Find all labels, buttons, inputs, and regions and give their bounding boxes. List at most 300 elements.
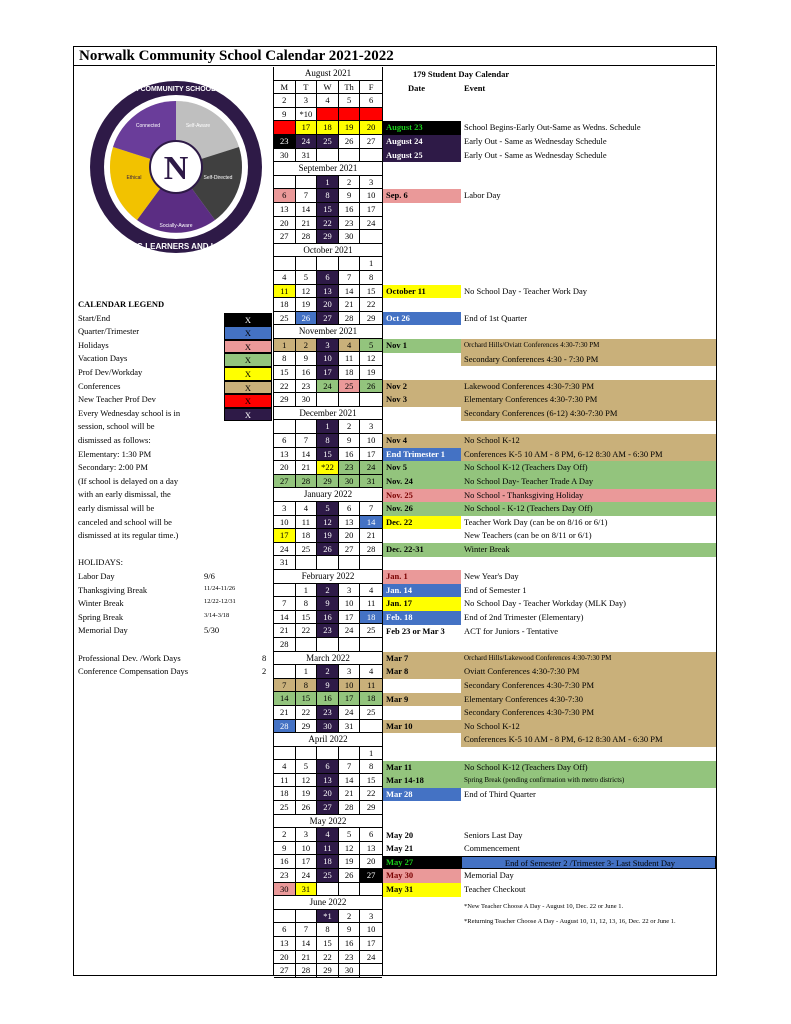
event-date [383,706,461,720]
event-row [383,135,716,149]
week-row [274,366,382,380]
holiday-date: 3/14-3/18 [204,611,230,619]
legend-note-line: Elementary: 1:30 PM [78,448,152,459]
event-text: Winter Break [461,543,716,557]
event-date: October 11 [383,285,461,299]
event-row [383,489,716,503]
day-cell [296,556,318,569]
week-row [274,312,382,326]
event-row [383,380,716,394]
week-row [274,352,382,366]
day-cell: 19 [339,121,361,134]
day-cell: 2 [274,94,296,107]
week-row [274,679,382,693]
event-text: Early Out - Same as Wednesday Schedule [464,136,607,146]
day-cell: 14 [296,937,318,950]
prof-day-count: 2 [262,666,267,677]
day-cell: 11 [296,516,318,529]
day-cell: 15 [317,448,339,461]
event-text: No School K-12 [461,434,716,448]
weekday-label: F [368,81,374,92]
event-text: Secondary Conferences 4:30-7:30 PM [461,679,716,693]
day-cell: 6 [274,434,296,447]
day-cell: 25 [366,625,376,636]
event-text: Conferences K-5 10 AM - 8 PM, 6-12 8:30 AM - 6:30 PM [461,448,716,462]
logo-label-socially-aware: Socially-Aware [159,223,193,229]
day-cell: 18 [317,121,339,134]
event-date: Nov 3 [383,393,461,407]
event-date: Jan. 17 [383,597,461,611]
day-cell: 26 [360,380,382,393]
week-row [274,149,382,163]
day-cell: 22 [317,951,339,964]
logo-ring-top: NORWALK COMMUNITY SCHOOL DISTRICT [102,86,250,93]
day-cell: 2 [274,828,296,841]
day-cell: 3 [296,828,318,841]
day-cell: 7 [339,271,361,284]
day-cell: 18 [274,298,296,311]
day-cell: 22 [366,299,376,310]
week-row [274,787,382,801]
logo-label-connected: Connected [135,123,161,129]
day-cell: 10 [366,190,376,201]
month-header: August 2021 [274,67,382,81]
day-cell [317,257,339,270]
day-cell: 17 [366,938,376,948]
day-cell: 8 [317,434,339,447]
event-row [383,189,716,203]
event-row [383,461,716,475]
day-cell: 15 [366,285,376,296]
event-date: Mar 14-18 [383,774,461,788]
event-date: Nov. 24 [383,475,461,489]
day-cell: 13 [366,842,376,853]
event-row [383,312,716,326]
day-cell: 14 [360,516,382,529]
day-cell: 19 [296,787,318,800]
day-cell: 1 [274,339,296,352]
day-cell: 16 [339,203,361,216]
legend-title: CALENDAR LEGEND [78,299,165,309]
day-cell [274,257,296,270]
event-text: Secondary Conferences 4:30-7:30 PM [461,706,716,720]
day-cell: 28 [339,801,361,814]
day-cell: 28 [274,720,296,733]
day-cell [274,747,296,760]
day-cell: 27 [274,230,296,243]
holiday-date: 12/22-12/31 [204,598,236,606]
week-row [274,108,382,122]
day-cell [274,584,296,597]
day-cell: 7 [296,434,318,447]
week-row [274,855,382,869]
month-calendars [274,67,382,978]
day-cell: 8 [369,761,374,772]
event-date: Nov 2 [383,380,461,394]
day-cell: 5 [339,94,361,107]
event-date: May 31 [383,883,461,897]
day-cell: 9 [296,352,318,365]
day-cell: 13 [339,516,361,529]
day-cell: 15 [274,366,296,379]
legend-label: New Teacher Prof Dev [78,394,156,405]
day-cell: 27 [274,475,296,488]
month-header: October 2021 [274,244,382,258]
event-text: Commencement [464,843,520,854]
legend-note-line: session, school will be [78,421,155,432]
event-text: No School - K-12 (Teachers Day Off) [461,502,716,516]
event-text: Spring Break (pending confirmation with metro districts) [461,774,716,788]
day-cell: 31 [339,720,361,733]
legend-label: Conferences [78,380,121,391]
day-cell: 22 [296,624,318,637]
day-cell: 6 [317,271,339,284]
week-row [274,217,382,231]
event-row [383,516,716,530]
day-cell: 21 [339,298,361,311]
event-row [383,502,716,516]
day-cell: 16 [296,366,318,379]
day-cell: 22 [296,706,318,719]
day-cell: 17 [274,529,296,542]
day-cell: 30 [339,475,361,488]
legend-note-line: (If school is delayed on a day [78,475,179,486]
day-cell [317,883,339,896]
week-row [274,448,382,462]
day-cell: 29 [296,720,318,733]
day-cell: 14 [296,203,318,216]
week-row [274,135,382,149]
event-date: Mar 8 [383,665,461,679]
day-cell: 17 [296,121,318,134]
day-cell [360,883,382,896]
event-text: No School K-12 [461,720,716,734]
day-cell: 4 [369,584,374,595]
day-cell: 18 [274,787,296,800]
day-cell: 26 [296,312,318,325]
day-cell: 15 [296,611,318,624]
day-cell: 12 [366,353,376,364]
day-cell: 24 [339,706,361,719]
holiday-date: 11/24-11/26 [204,584,236,592]
day-cell: 2 [339,176,361,189]
logo-ring-bottom: GROWING LEARNERS AND LEADERS [103,242,249,251]
day-cell: 21 [274,706,296,719]
day-cell [296,176,318,189]
day-cell: 16 [317,692,339,705]
day-cell: 16 [274,121,296,134]
event-row [383,733,716,747]
week-row [274,937,382,951]
day-cell: 14 [296,448,318,461]
day-cell: 23 [339,461,361,474]
event-date: Nov 5 [383,461,461,475]
day-cell: 13 [274,203,296,216]
day-cell: 27 [366,135,376,146]
day-cell: 17 [366,448,376,459]
day-cell: 19 [339,855,361,868]
day-cell: 15 [296,692,318,705]
day-cell: 30 [274,883,296,896]
month-header: September 2021 [274,162,382,176]
day-cell: 16 [339,937,361,950]
day-cell [360,638,382,651]
day-cell: 7 [274,597,296,610]
day-cell: 7 [296,923,318,936]
event-text: School Begins-Early Out-Same as Wedns. Schedule [464,122,641,133]
day-cell: 30 [296,393,318,406]
legend-swatch: X [224,326,272,340]
calendar-sheet [73,46,717,976]
day-cell: 4 [274,760,296,773]
day-cell [296,257,318,270]
event-row [383,774,716,788]
month-header: June 2022 [274,896,382,910]
week-row [274,774,382,788]
day-cell: 10 [339,679,361,692]
day-cell: 18 [339,366,361,379]
event-row [383,625,716,639]
day-cell: 15 [317,937,339,950]
event-row [383,788,716,802]
day-cell: 13 [317,774,339,787]
month-header: April 2022 [274,733,382,747]
event-date: Mar 7 [383,652,461,666]
event-column-heading: Event [464,83,486,93]
day-cell: 3 [317,339,339,352]
event-text: Lakewood Conferences 4:30-7:30 PM [461,380,716,394]
day-cell: 23 [296,380,318,393]
event-text: End of Semester 2 /Trimester 3- Last Student Day [461,856,716,870]
event-text: No School Day- Teacher Trade A Day [461,475,716,489]
event-row [383,570,716,584]
day-cell: 31 [296,149,318,162]
event-text: New Teachers (can be on 8/11 or 6/1) [464,530,592,541]
day-cell: 27 [317,312,339,325]
holiday-name: Winter Break [78,598,124,609]
day-cell: 16 [274,855,296,868]
day-cell: 22 [317,217,339,230]
event-row [383,434,716,448]
day-cell: 6 [274,189,296,202]
day-cell: 15 [366,774,376,785]
week-row [274,257,382,271]
weekday-row [274,81,382,95]
day-cell: 6 [369,829,374,840]
event-date: Oct 26 [383,312,461,326]
day-cell: 24 [296,135,318,148]
day-cell: 4 [317,94,339,107]
holiday-date: 9/6 [204,571,215,581]
day-cell: 10 [296,842,318,855]
day-cell: 11 [274,774,296,787]
day-cell: 25 [317,869,339,882]
day-cell: 28 [274,638,296,651]
event-text: End of 2nd Trimester (Elementary) [464,612,584,622]
week-row [274,951,382,965]
weekday-label: M [274,81,296,94]
event-date: Feb. 18 [383,611,461,625]
day-cell: 28 [366,543,376,554]
day-cell: 1 [369,747,374,758]
event-row [383,407,716,421]
week-row [274,665,382,679]
event-date: August 23 [383,121,461,135]
day-cell [317,556,339,569]
week-row [274,230,382,244]
week-row [274,420,382,434]
day-cell: 8 [296,679,318,692]
day-cell: 11 [339,352,361,365]
day-cell: 28 [296,964,318,977]
week-row [274,529,382,543]
day-cell: 29 [317,475,339,488]
event-text: Early Out - Same as Wednesday Schedule [464,149,607,160]
legend-note-line: with an early dismissal, the [78,489,171,500]
event-row [383,679,716,693]
event-date: Feb 23 or Mar 3 [386,625,445,636]
event-text: End of Third Quarter [464,788,536,799]
event-row [383,448,716,462]
week-row [274,298,382,312]
day-cell: 21 [296,461,318,474]
day-cell: 21 [296,951,318,964]
event-row [383,149,716,163]
day-cell: 20 [274,217,296,230]
day-cell: 13 [274,937,296,950]
day-cell: 3 [339,665,361,678]
day-cell: *22 [317,461,339,474]
legend-swatch: X [224,353,272,367]
day-cell: 24 [296,869,318,882]
day-cell: 13 [360,108,382,121]
day-cell: 2 [317,665,339,678]
day-cell: 3 [296,94,318,107]
week-row [274,869,382,883]
day-cell: *1 [317,910,339,923]
event-date: May 21 [386,843,414,854]
day-cell: 25 [274,312,296,325]
holiday-name: Thanksgiving Break [78,584,148,595]
legend-swatch: X [224,381,272,395]
day-cell: 8 [274,352,296,365]
event-text: Memorial Day [464,870,514,881]
event-text: Conferences K-5 10 AM - 8 PM, 6-12 8:30 AM - 6:30 PM [461,733,716,747]
day-cell: 24 [366,951,376,962]
day-cell: 1 [317,176,339,189]
event-row [383,543,716,557]
event-row [383,869,716,883]
event-text: No School K-12 (Teachers Day Off) [461,461,716,475]
week-row [274,176,382,190]
event-date: Mar 9 [383,693,461,707]
week-row [274,271,382,285]
day-cell: 25 [317,135,339,148]
event-text: Orchard Hills/Oviatt Conferences 4:30-7:30 PM [461,339,716,353]
legend-swatch: X [224,367,272,381]
event-row [383,597,716,611]
day-cell: 16 [317,611,339,624]
day-cell: 27 [317,801,339,814]
day-cell: 11 [317,108,339,121]
day-cell: 25 [339,380,361,393]
event-row [383,829,716,843]
day-cell: 14 [274,611,296,624]
event-date [383,353,461,367]
day-cell: 11 [274,285,296,298]
day-cell: 7 [296,189,318,202]
day-cell: 10 [317,352,339,365]
event-row [383,761,716,775]
event-text: Secondary Conferences 4:30 - 7:30 PM [461,353,716,367]
day-cell [296,910,318,923]
day-cell: 8 [317,189,339,202]
event-date: Nov. 25 [383,489,461,503]
holiday-name: Labor Day [78,571,115,581]
week-row [274,543,382,557]
event-date [383,407,461,421]
day-cell: 28 [296,475,318,488]
day-cell: 30 [339,230,361,243]
day-cell [317,747,339,760]
day-cell: 6 [369,95,374,106]
day-cell: 22 [366,788,376,799]
month-header: March 2022 [274,652,382,666]
day-cell: 19 [296,298,318,311]
day-cell: 12 [339,842,361,855]
day-cell [274,176,296,189]
week-row [274,516,382,530]
week-row [274,692,382,706]
day-cell: 7 [339,760,361,773]
week-row [274,747,382,761]
day-cell: 18 [360,692,382,705]
week-row [274,339,382,353]
event-row [383,121,716,135]
day-cell: 26 [296,801,318,814]
event-text: End of Semester 1 [464,584,527,595]
week-row [274,189,382,203]
holiday-date: 5/30 [204,625,220,636]
week-row [274,285,382,299]
week-row [274,121,382,135]
student-days-heading: 179 Student Day Calendar [413,69,510,79]
day-cell: 16 [339,448,361,461]
event-date: Nov 4 [383,434,461,448]
event-date: End Trimester 1 [383,448,461,462]
month-header: December 2021 [274,407,382,421]
week-row [274,475,382,489]
event-date: August 24 [383,135,461,149]
day-cell: 18 [317,855,339,868]
event-text: Teacher Work Day (can be on 8/16 or 6/1) [464,516,608,527]
event-date: August 25 [383,149,461,163]
legend-label: Quarter/Trimester [78,326,140,337]
day-cell [296,420,318,433]
event-date: Mar 10 [383,720,461,734]
event-text: Orchard Hills/Lakewood Conferences 4:30-7:30 PM [461,652,716,666]
day-cell: 13 [317,285,339,298]
week-row [274,624,382,638]
day-cell: 18 [360,611,382,624]
day-cell: 20 [339,529,361,542]
day-cell: 1 [369,258,374,269]
logo-label-self-directed: Self-Directed [203,175,233,181]
day-cell: 14 [339,774,361,787]
event-date [383,679,461,693]
legend-swatch: X [224,394,272,408]
day-cell: 20 [366,856,376,867]
